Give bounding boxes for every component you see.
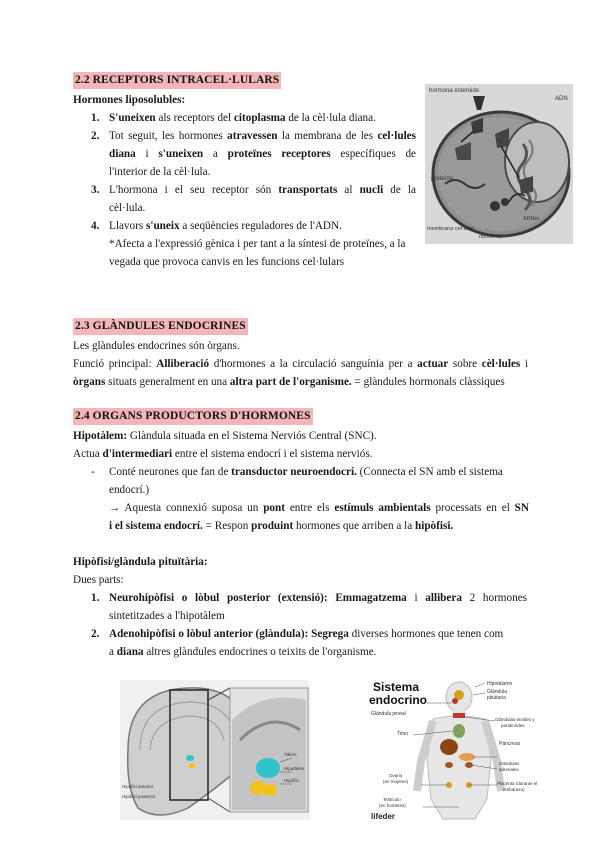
s24-p1: Neurohipòfisi o lòbul posterior (extensió): Emmagatzema i allibera 2 hormones sintetitzades a l'hipotàlem <box>109 592 528 622</box>
fig3-placenta: Placenta (durante el <box>497 781 538 786</box>
fig3-testiculo: Testículo <box>383 797 401 802</box>
fig2-label-talem: Tàlem <box>284 752 297 757</box>
s24-hipofisi-title: Hipòfisi/glàndula pituïtària: <box>73 556 208 568</box>
s24-dash: - <box>91 466 95 478</box>
fig2-label-posterior: Hipòfisi posterior <box>122 794 156 799</box>
s22-item2: Tot seguit, les hormones atravessen la membrana de les cel·lules diana i s'uneixen a proteïnes receptores específiques de l'interior de la cèl·lula. <box>109 130 417 178</box>
s24-line2: Actua d'intermediari entre el sistema endocrí i el sistema nerviós. <box>73 448 373 460</box>
s22-item4-num: 4. <box>91 220 100 232</box>
s22-item2-num: 2. <box>91 130 100 142</box>
section-2-3-title: 2.3 GLÀNDULES ENDOCRINES <box>73 318 248 335</box>
fig3-placenta-note: embarazo) <box>503 787 525 792</box>
fig3-pineal: Glándula pineal <box>371 711 406 717</box>
endocrine-system-figure <box>363 677 553 822</box>
fig3-glandulas: Glándulas <box>499 761 520 766</box>
s24-p2-num: 2. <box>91 628 100 640</box>
s22-item4: Llavors s'uneix a seqüències reguladores de l'ADN. *Afecta a l'expressió gènica i per tant a la síntesi de proteïnes, a la vegada que provoca canvis en les funcions cel·lulars <box>109 220 406 268</box>
section-2-2-title: 2.2 RECEPTORS INTRACEL·LULARS <box>73 72 281 89</box>
fig2-label-anterior: Hipòfisi anterior <box>122 784 154 789</box>
s22-item1-num: 1. <box>91 112 100 124</box>
fig1-label-membrane: membrana cel·lular <box>427 226 475 232</box>
fig3-title-2: endocrino <box>369 693 428 707</box>
s22-subtitle: Hormones liposolubles: <box>73 94 186 106</box>
s22-item3-num: 3. <box>91 184 100 196</box>
s24-dues-parts: Dues parts: <box>73 574 124 586</box>
fig3-testiculo-note: (en hombres) <box>379 803 406 808</box>
fig3-pancreas: Páncreas <box>499 741 521 747</box>
fig3-pituitaria: pituitaria <box>487 695 506 701</box>
fig1-label-adn: ADN <box>555 96 568 102</box>
fig2-label-hipofisi: Hipòfisi <box>284 778 299 783</box>
s24-line1: Hipotàlem: Glàndula situada en el Sistema Nerviós Central (SNC). <box>73 430 377 442</box>
fig3-timo: Timo <box>397 731 408 737</box>
pituitary-brain-figure <box>120 680 310 820</box>
fig1-label-arnm: ARNm <box>523 216 540 222</box>
fig1-label-hormone: hormona esteroide <box>429 88 480 94</box>
fig3-title-1: Sistema <box>373 680 420 694</box>
fig1-label-ribosome: ribosoma <box>479 234 502 240</box>
fig3-ovario-note: (en mujeres) <box>383 779 409 784</box>
s24-p1-num: 1. <box>91 592 100 604</box>
fig3-paratiroides: paratiroides <box>501 723 525 728</box>
fig3-adrenales: adrenales <box>499 767 519 772</box>
s24-p2: Adenohipòfisi o lòbul anterior (glàndula): Segrega diverses hormones que tenen com a diana altres glàndules endocrines o teixits de l'organisme. <box>109 628 504 658</box>
fig3-glandula: Glándula <box>487 689 508 695</box>
fig1-label-protein: proteïna <box>431 176 454 182</box>
fig3-tiroides: Glándulas tiroides y <box>495 717 535 722</box>
s22-item3: L'hormona i el seu receptor són transportats al nucli de la cèl·lula. <box>109 184 416 214</box>
section-2-4-title: 2.4 ORGANS PRODUCTORS D'HORMONES <box>73 408 313 425</box>
intracellular-receptor-figure <box>425 84 573 244</box>
s24-neurones: Conté neurones que fan de transductor neuroendocrí. (Connecta el SN amb el sistema endocrí.) → Aquesta connexió suposa un pont entre els estímuls ambientals processats en el SN i el sistema endocrí. = Respon produint hormones que arriben a la hipòfisi. <box>109 466 529 532</box>
s22-item1: S'uneixen als receptors del citoplasma de la cèl·lula diana. <box>109 112 376 124</box>
s23-line1: Les glàndules endocrines són òrgans. <box>73 340 240 352</box>
fig3-hipotalamo: Hipotálamo <box>487 681 513 687</box>
fig3-ovario: Ovario <box>389 773 403 778</box>
fig3-brand-logo: lifeder <box>371 812 396 821</box>
s23-line2: Funció principal: Alliberació d'hormones a la circulació sanguínia per a actuar sobre cèl·lules i òrgans situats generalment en una altra part de l'organisme. = glàndules hormonals clàssiques <box>73 358 529 388</box>
fig2-label-hipotalem: Hipotàlem <box>284 766 305 771</box>
